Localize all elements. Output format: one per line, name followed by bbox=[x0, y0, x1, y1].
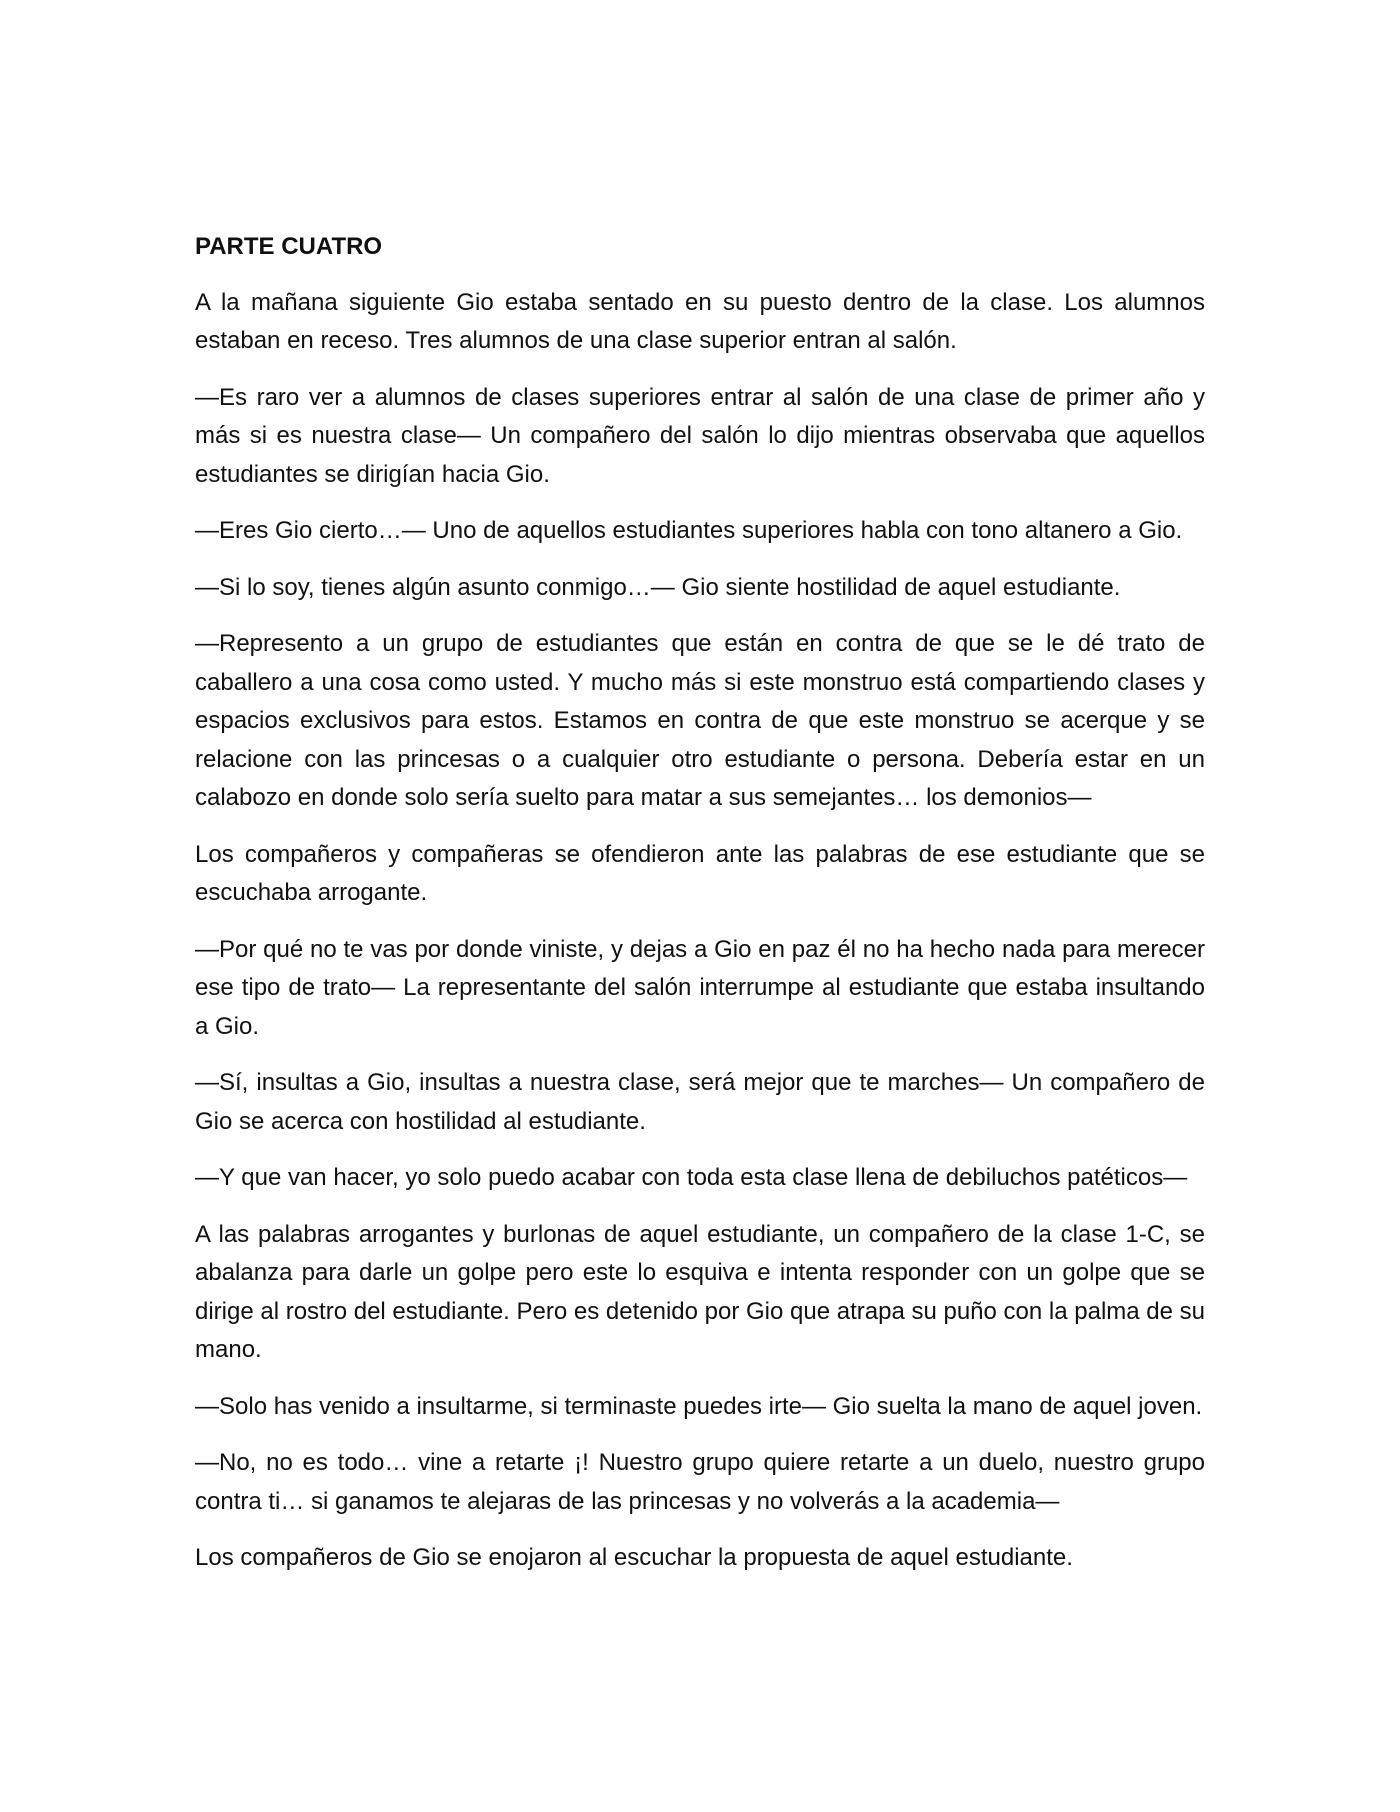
paragraph-13: Los compañeros de Gio se enojaron al escuchar la propuesta de aquel estudiante. bbox=[195, 1544, 1073, 1571]
paragraph-3: —Eres Gio cierto…— Uno de aquellos estudiantes superiores habla con tono altanero a Gio. bbox=[195, 517, 1183, 544]
paragraph-4: —Si lo soy, tienes algún asunto conmigo…— Gio siente hostilidad de aquel estudiante. bbox=[195, 573, 1121, 601]
paragraph-6: Los compañeros y compañeras se ofendieron ante las palabras de ese estudiante que se escuchaba arrogante. bbox=[195, 840, 1205, 906]
chapter-heading: PARTE CUATRO bbox=[195, 233, 383, 260]
paragraph-10: A las palabras arrogantes y burlonas de aquel estudiante, un compañero de la clase 1-C, se abalanza para darle un golpe pero este lo esquiva e intenta responder con un golpe que se dirige al rostro del estudiante. Pero es detenido por Gio que atrapa su puño con la palma de su mano. bbox=[195, 1220, 1205, 1363]
paragraph-8: —Sí, insultas a Gio, insultas a nuestra clase, será mejor que te marches— Un compañero de Gio se acerca con hostilidad al estudiante. bbox=[195, 1069, 1205, 1135]
paragraph-12: —No, no es todo… vine a retarte ¡! Nuestro grupo quiere retarte a un duelo, nuestro grupo contra ti… si ganamos te alejaras de las princesas y no volverás a la academia— bbox=[195, 1449, 1205, 1515]
paragraph-9: —Y que van hacer, yo solo puedo acabar con toda esta clase llena de debiluchos patéticos— bbox=[195, 1164, 1188, 1191]
paragraph-11: —Solo has venido a insultarme, si terminaste puedes irte— Gio suelta la mano de aquel joven. bbox=[195, 1392, 1203, 1420]
paragraph-1: A la mañana siguiente Gio estaba sentado en su puesto dentro de la clase. Los alumnos estaban en receso. Tres alumnos de una clase superior entran al salón. bbox=[195, 288, 1205, 354]
paragraph-2: —Es raro ver a alumnos de clases superiores entrar al salón de una clase de primer año y más si es nuestra clase— Un compañero del salón lo dijo mientras observaba que aquellos estudiantes se dirigían hacia Gio. bbox=[195, 383, 1205, 488]
paragraph-5: —Represento a un grupo de estudiantes que están en contra de que se le dé trato de caballero a una cosa como usted. Y mucho más si este monstruo está compartiendo clases y espacios exclusivos para estos. Estamos en contra de que este monstruo se acerque y se relacione con las princesas o a cualquier otro estudiante o persona. Debería estar en un calabozo en donde solo sería suelto para matar a sus semejantes… los demonios— bbox=[195, 630, 1205, 811]
paragraph-7: —Por qué no te vas por donde viniste, y dejas a Gio en paz él no ha hecho nada para merecer ese tipo de trato— La representante del salón interrumpe al estudiante que estaba insultando a Gio. bbox=[195, 935, 1205, 1040]
document-body bbox=[195, 228, 1205, 1596]
